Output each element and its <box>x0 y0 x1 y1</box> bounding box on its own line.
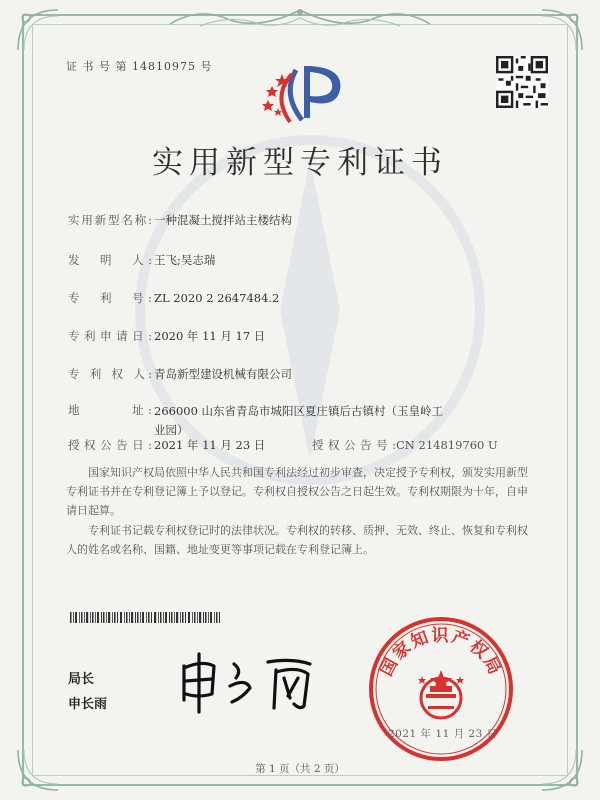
field-label: 授权公告号: <box>312 438 396 452</box>
page-title: 实用新型专利证书 <box>152 145 448 181</box>
field-value: 2021 年 11 月 23 日 <box>154 438 266 452</box>
field-inventor <box>68 252 215 268</box>
top-ornament-icon <box>160 4 440 30</box>
statement-paragraph: 国家知识产权局依照中华人民共和国专利法经过初步审查，决定授予专利权，颁发实用新型专利证书并在专利登记簿上予以登记。专利权自授权公告之日起生效。专利权期限为十年，自申请日起算。 <box>66 466 528 517</box>
certificate-number: 证 书 号 第 14810975 号 <box>66 60 213 73</box>
cnipa-logo-icon <box>252 60 348 126</box>
director-name: 申长雨 <box>68 697 108 712</box>
field-value: 青岛新型建设机械有限公司 <box>154 367 292 381</box>
field-label: 专 利 号: <box>68 291 152 305</box>
seal-date: 2021 年 11 月 23 日 <box>388 728 498 740</box>
field-label: 专 利 权 人: <box>68 367 152 381</box>
signature-icon <box>172 648 322 718</box>
field-value: CN 214819760 U <box>396 438 498 452</box>
field-grant-number <box>312 437 498 453</box>
page-footer: 第 1 页（共 2 页） <box>255 763 345 775</box>
official-seal-icon <box>366 614 516 764</box>
field-grant-date <box>68 437 265 453</box>
field-patentee <box>68 366 292 382</box>
field-label: 实用新型名称: <box>68 213 152 227</box>
field-value: 王飞;吴志瑞 <box>154 253 216 267</box>
field-label: 地 址: <box>68 403 152 417</box>
field-value: 266000 山东省青岛市城阳区夏庄镇后古镇村（玉皇岭工业园） <box>154 404 444 437</box>
seal-text: 国家知识产权局 <box>376 626 506 680</box>
corner-ornament-icon <box>540 6 586 52</box>
field-utility-model-name <box>68 212 292 228</box>
qr-code-icon <box>496 56 548 108</box>
corner-ornament-icon <box>14 6 60 52</box>
notice-paragraph: 专利证书记载专利权登记时的法律状况。专利权的转移、质押、无效、终止、恢复和专利权人的姓名或名称、国籍、地址变更等事项记载在专利登记簿上。 <box>66 524 528 556</box>
field-patent-number <box>68 290 279 306</box>
field-label: 专利申请日: <box>68 329 152 343</box>
field-value: 一种混凝土搅拌站主楼结构 <box>154 213 292 227</box>
field-label: 授权公告日: <box>68 438 152 452</box>
field-value: 2020 年 11 月 17 日 <box>154 329 266 343</box>
field-filing-date <box>68 328 265 344</box>
director-title: 局长 <box>68 672 95 687</box>
field-address <box>68 402 444 440</box>
field-label: 发 明 人: <box>68 253 152 267</box>
field-value: ZL 2020 2 2647484.2 <box>154 291 280 305</box>
barcode-icon <box>70 612 220 623</box>
